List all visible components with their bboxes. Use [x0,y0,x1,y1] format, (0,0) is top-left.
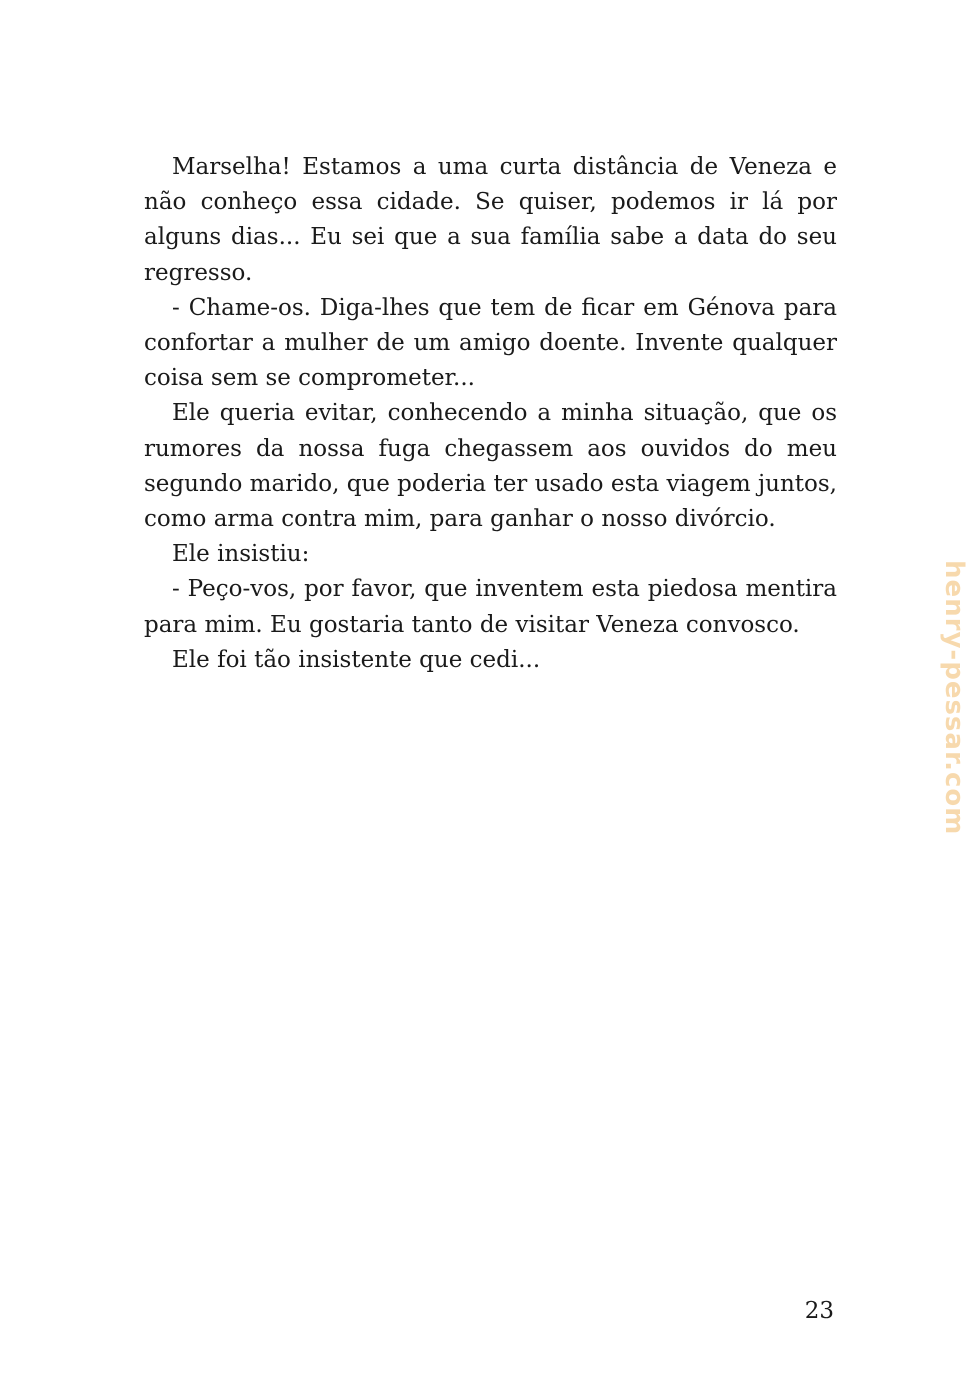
paragraph: Ele insistiu: [172,541,310,568]
paragraph: Ele queria evitar, conhecendo a minha situação, que os rumores da nossa fuga chegassem aos ouvidos do meu segundo marido, que poderia ter usado esta viagem juntos, como arma contra mim, para ganhar o nosso divórcio. [144,400,837,533]
text-body [144,150,837,678]
paragraph: - Peço-vos, por favor, que inventem esta piedosa mentira para mim. Eu gostaria tanto de visitar Veneza convosco. [144,576,837,638]
watermark: henry-pessar.com [939,560,969,836]
page-number: 23 [804,1298,834,1324]
paragraph: - Chame-os. Diga-lhes que tem de ficar em Génova para confortar a mulher de um amigo doente. Invente qualquer coisa sem se comprometer... [144,294,837,392]
paragraph: Marselha! Estamos a uma curta distância de Veneza e não conheço essa cidade. Se quiser, podemos ir lá por alguns dias... Eu sei que a sua família sabe a data do seu regresso. [144,154,837,286]
paragraph: Ele foi tão insistente que cedi... [172,646,541,673]
